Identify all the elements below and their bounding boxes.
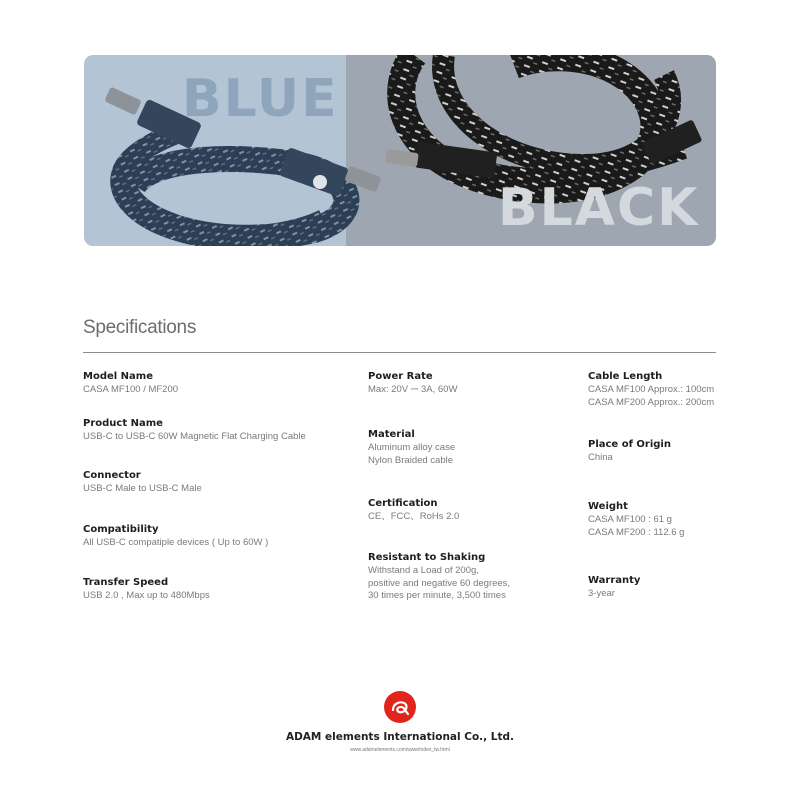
spec-product-name [83,418,306,444]
spec-value: CE、FCC、RoHs 2.0 [368,511,460,522]
spec-value: China [588,452,613,463]
spec-label: Resistant to Shaking [368,552,486,563]
spec-value: USB-C to USB-C 60W Magnetic Flat Charging Cable [83,431,306,442]
spec-label: Power Rate [368,371,433,382]
spec-label: Certification [368,498,438,509]
spec-label: Cable Length [588,371,663,382]
spec-certification [368,498,459,524]
product-banner [84,55,716,246]
spec-value: CASA MF100 : 61 g [588,514,672,525]
blue-cable [104,87,381,238]
spec-compatibility [83,524,268,550]
spec-connector [83,470,202,496]
adam-elements-logo-icon [313,175,327,189]
spec-value: All USB-C compatiple devices ( Up to 60W ) [83,537,269,548]
black-color-label: BLACK [498,178,700,238]
adam-elements-logo-icon [384,691,416,723]
spec-place-of-origin [588,439,671,465]
black-cable [385,55,702,189]
spec-label: Product Name [83,418,163,429]
divider [83,352,716,353]
spec-label: Model Name [83,371,153,382]
company-name: ADAM elements International Co., Ltd. [285,731,515,743]
spec-value: 30 times per minute, 3,500 times [368,590,506,601]
spec-label: Weight [588,501,628,512]
spec-weight [588,501,684,539]
spec-value: Nylon Braided cable [368,454,454,466]
spec-value: 3-year [588,588,615,599]
spec-value: positive and negative 60 degrees, [368,577,511,589]
spec-value: CASA MF200 Approx.: 200cm [588,396,715,408]
spec-cable-length [588,371,714,409]
spec-value: CASA MF200 : 112.6 g [588,526,685,538]
website-link[interactable]: www.adamelements.com/www/index_tw.html [350,747,450,753]
spec-label: Compatibility [83,524,159,535]
spec-value: USB 2.0 , Max up to 480Mbps [83,590,210,601]
spec-label: Warranty [588,575,641,586]
specifications-heading: Specifications [83,317,197,338]
spec-value: Aluminum alloy case [368,442,456,453]
spec-value: USB-C Male to USB-C Male [83,483,202,494]
spec-value: Withstand a Load of 200g, [368,565,479,576]
blue-color-label: BLUE [182,69,339,129]
spec-value: Max: 20V ⎓ 3A, 60W [368,384,458,395]
spec-value: CASA MF100 Approx.: 100cm [588,384,715,395]
spec-model-name [83,371,178,397]
spec-transfer-speed [83,577,210,603]
spec-material [368,429,455,467]
spec-value: CASA MF100 / MF200 [83,384,179,395]
spec-warranty [588,575,640,601]
spec-label: Transfer Speed [83,577,169,588]
spec-power-rate [368,371,457,397]
spec-resistant-to-shaking [368,552,510,603]
spec-label: Connector [83,470,141,481]
spec-label: Material [368,429,415,440]
spec-label: Place of Origin [588,439,671,450]
